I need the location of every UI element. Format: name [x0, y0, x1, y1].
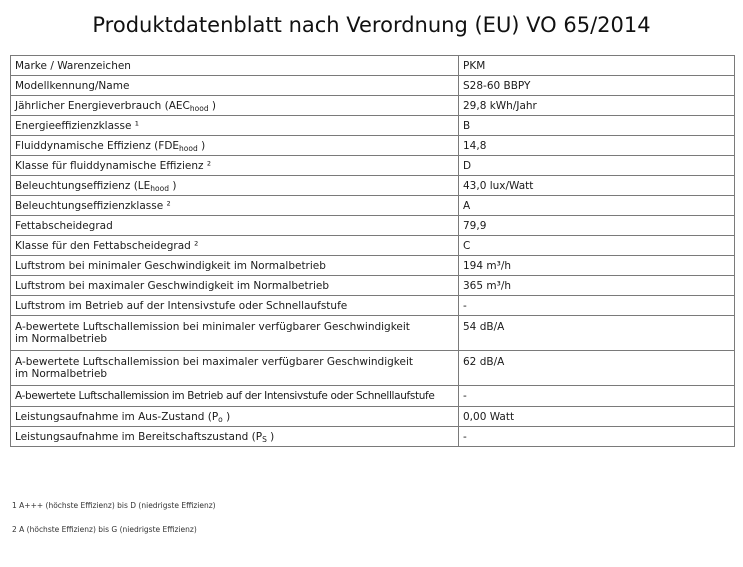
table-row — [11, 116, 735, 136]
row-value: A — [459, 196, 735, 216]
label-subscript: o — [218, 415, 223, 424]
row-value: S28-60 BBPY — [459, 76, 735, 96]
row-label: Beleuchtungseffizienzklasse ² — [11, 196, 459, 216]
label-subscript: S — [262, 435, 267, 444]
table-row — [11, 176, 735, 196]
table-row — [11, 276, 735, 296]
row-label: Modellkennung/Name — [11, 76, 459, 96]
row-value: B — [459, 116, 735, 136]
page-title: Produktdatenblatt nach Verordnung (EU) VO 65/2014 — [92, 13, 651, 37]
row-value: D — [459, 156, 735, 176]
row-value: 29,8 kWh/Jahr — [459, 96, 735, 116]
table-row — [11, 216, 735, 236]
label-line: im Normalbetrieb — [15, 368, 108, 380]
table-row — [11, 407, 735, 427]
table-row — [11, 296, 735, 316]
label-subscript: hood — [150, 184, 169, 193]
label-line: im Normalbetrieb — [15, 333, 108, 345]
label-text-end: ) — [197, 140, 206, 152]
label-subscript: hood — [179, 144, 198, 153]
table-row — [11, 427, 735, 447]
row-label: Energieeffizienzklasse ¹ — [11, 116, 459, 136]
table-row — [11, 316, 735, 351]
label-text: Jährlicher Energieverbrauch (AEC — [15, 100, 190, 112]
label-text-end: ) — [208, 100, 217, 112]
row-value: 14,8 — [459, 136, 735, 156]
row-label — [11, 407, 459, 427]
row-value: 365 m³/h — [459, 276, 735, 296]
label-text-end: ) — [266, 431, 275, 443]
row-value: 54 dB/A — [459, 316, 735, 351]
row-label: Marke / Warenzeichen — [11, 56, 459, 76]
table-row — [11, 236, 735, 256]
row-label — [11, 176, 459, 196]
label-text: Leistungsaufnahme im Aus-Zustand (P — [15, 411, 219, 423]
table-row — [11, 76, 735, 96]
label-text: Fluiddynamische Effizienz (FDE — [15, 140, 180, 152]
row-value: 43,0 lux/Watt — [459, 176, 735, 196]
row-label — [11, 316, 459, 351]
table-row — [11, 196, 735, 216]
table-row — [11, 156, 735, 176]
label-text-end: ) — [168, 180, 177, 192]
label-subscript: hood — [189, 104, 209, 113]
label-text-end: ) — [222, 411, 231, 423]
row-value: - — [459, 296, 735, 316]
table-row — [11, 386, 735, 407]
table-row — [11, 56, 735, 76]
row-label: Luftstrom im Betrieb auf der Intensivstufe oder Schnellaufstufe — [11, 296, 459, 316]
row-label — [11, 136, 459, 156]
row-value: C — [459, 236, 735, 256]
row-label: Klasse für den Fettabscheidegrad ² — [11, 236, 459, 256]
row-label: Klasse für fluiddynamische Effizienz ² — [11, 156, 459, 176]
footnote: 1 A+++ (höchste Effizienz) bis D (niedrigste Effizienz) — [12, 501, 216, 510]
row-label — [11, 351, 459, 386]
row-label — [11, 427, 459, 447]
row-value: 0,00 Watt — [459, 407, 735, 427]
label-text: Beleuchtungseffizienz (LE — [15, 180, 151, 192]
row-label — [11, 96, 459, 116]
table-row — [11, 96, 735, 116]
footnote: 2 A (höchste Effizienz) bis G (niedrigste Effizienz) — [12, 525, 197, 534]
product-data-table — [10, 55, 735, 447]
table-row — [11, 136, 735, 156]
row-label: Luftstrom bei maximaler Geschwindigkeit im Normalbetrieb — [11, 276, 459, 296]
row-label: Luftstrom bei minimaler Geschwindigkeit im Normalbetrieb — [11, 256, 459, 276]
row-value: 62 dB/A — [459, 351, 735, 386]
row-label: Fettabscheidegrad — [11, 216, 459, 236]
row-value: 194 m³/h — [459, 256, 735, 276]
table-row — [11, 256, 735, 276]
label-line: A-bewertete Luftschallemission bei maximaler verfügbarer Geschwindigkeit — [15, 356, 413, 368]
row-value: - — [459, 427, 735, 447]
label-line: A-bewertete Luftschallemission bei minimaler verfügbarer Geschwindigkeit — [15, 321, 410, 333]
table-row — [11, 351, 735, 386]
label-text: Leistungsaufnahme im Bereitschaftszustand (P — [15, 431, 263, 443]
row-value: PKM — [459, 56, 735, 76]
row-label: A-bewertete Luftschallemission im Betrieb auf der Intensivstufe oder Schnelllaufstufe — [11, 386, 459, 407]
row-value: 79,9 — [459, 216, 735, 236]
row-value: - — [459, 386, 735, 407]
